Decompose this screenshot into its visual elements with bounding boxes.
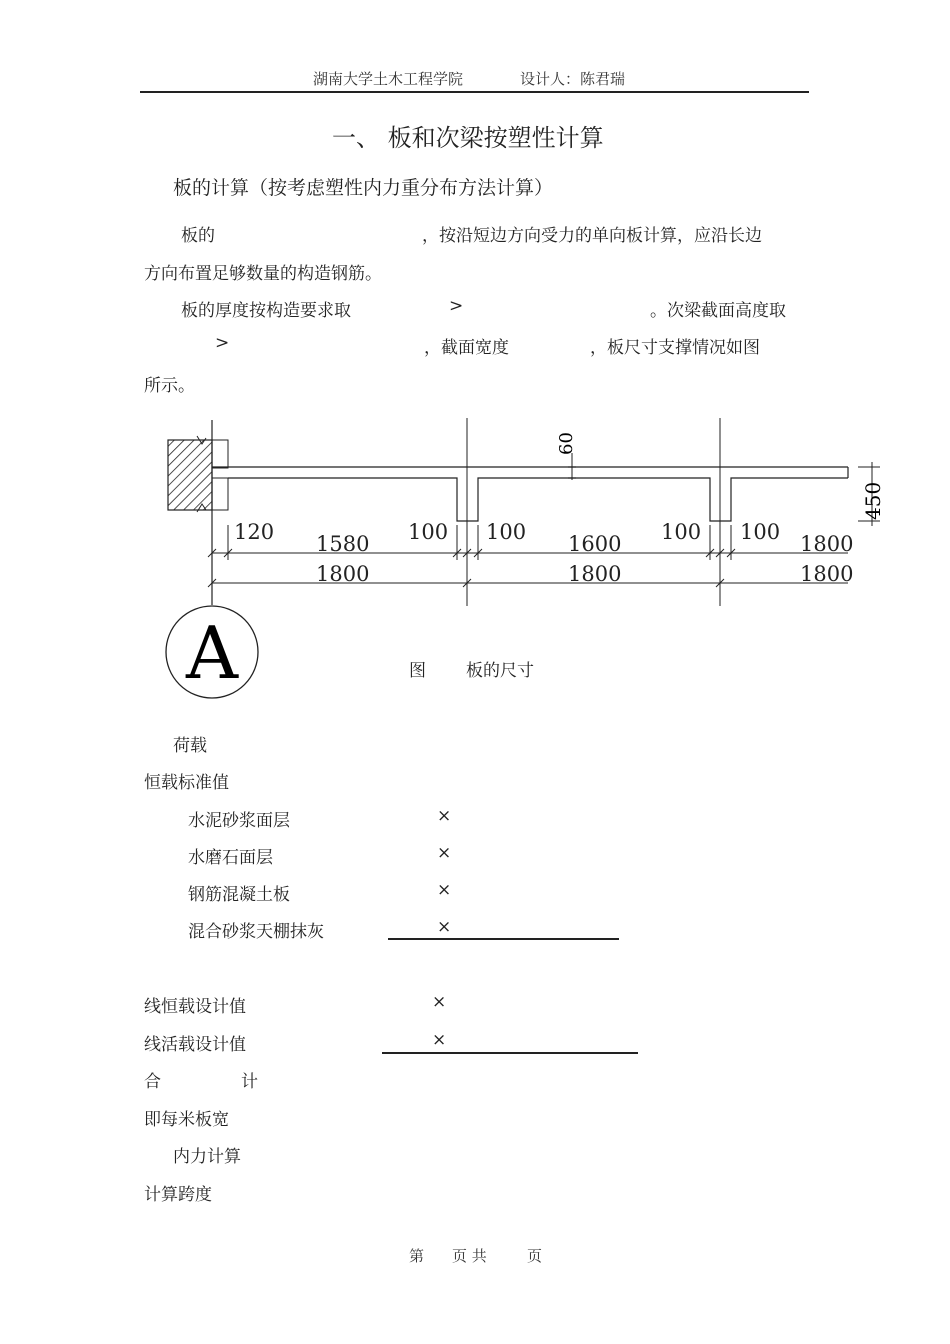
- dim-1600: 1600: [568, 532, 622, 556]
- beam-height-annotation: [858, 462, 885, 526]
- para3-end: 所示。: [144, 376, 195, 396]
- dim-1580: 1580: [316, 532, 370, 556]
- dim-100-a: 100: [408, 520, 449, 544]
- span-2: 1800: [568, 562, 622, 586]
- sum-underline-2: [382, 1052, 638, 1054]
- loads-heading: 荷载: [173, 736, 207, 756]
- para3-gt: >: [215, 333, 230, 353]
- dead-load-design-op: ×: [432, 992, 447, 1012]
- load-item-label: 钢筋混凝土板: [188, 885, 290, 905]
- span-1: 1800: [316, 562, 370, 586]
- total-label-a: 合: [144, 1072, 161, 1092]
- dim-100-b: 100: [486, 520, 527, 544]
- thickness-label: 60: [556, 432, 577, 455]
- axis-bubble: [166, 606, 258, 698]
- caption-figure: 图: [409, 661, 426, 681]
- para1-rest: ，按沿短边方向受力的单向板计算，应沿长边: [422, 226, 762, 246]
- per-meter-label: 即每米板宽: [144, 1110, 229, 1130]
- load-item-label: 水磨石面层: [188, 848, 273, 868]
- load-item-op: ×: [437, 843, 452, 863]
- slab-outline: [212, 467, 848, 521]
- total-label-b: 计: [241, 1072, 258, 1092]
- header-designer: 设计人：陈君瑞: [520, 70, 626, 88]
- wall-support: [168, 420, 228, 605]
- section-subtitle: 板的计算（按考虑塑性内力重分布方法计算）: [173, 177, 554, 199]
- thickness-annotation: [556, 432, 577, 480]
- sum-underline-1: [388, 938, 619, 940]
- span-3: 1800: [800, 562, 854, 586]
- load-item-op: ×: [437, 806, 452, 826]
- para2-gt: >: [449, 296, 464, 316]
- dimension-row-bottom: [208, 579, 848, 587]
- caption-text: 板的尺寸: [466, 661, 534, 681]
- axis-label: A: [186, 611, 238, 695]
- load-item-label: 混合砂浆天棚抹灰: [188, 922, 324, 942]
- para3-figure-ref: ，板尺寸支撑情况如图: [590, 338, 760, 358]
- dead-load-standard: 恒载标准值: [144, 773, 229, 793]
- load-item-op: ×: [437, 880, 452, 900]
- footer-page-c: 页: [527, 1247, 543, 1265]
- calc-span-label: 计算跨度: [144, 1185, 212, 1205]
- dim-120: 120: [234, 520, 275, 544]
- load-item-label: 水泥砂浆面层: [188, 811, 290, 831]
- footer-page-a: 第: [409, 1247, 425, 1265]
- para1-end: 方向布置足够数量的构造钢筋。: [144, 264, 382, 284]
- beam-height-label: 450: [861, 481, 885, 520]
- load-item-op: ×: [437, 917, 452, 937]
- dim-100-d: 100: [740, 520, 781, 544]
- dead-load-design: 线恒载设计值: [144, 997, 246, 1017]
- page-title: 一、 板和次梁按塑性计算: [332, 124, 604, 152]
- dim-100-c: 100: [661, 520, 702, 544]
- para2-rest: 。次梁截面高度取: [650, 301, 786, 321]
- live-load-design: 线活载设计值: [144, 1035, 246, 1055]
- para3-width: ，截面宽度: [424, 338, 509, 358]
- para2-start: 板的厚度按构造要求取: [181, 301, 351, 321]
- header-school: 湖南大学土木工程学院: [313, 70, 464, 88]
- para1-start: 板的: [181, 226, 215, 246]
- live-load-design-op: ×: [432, 1030, 447, 1050]
- internal-force-heading: 内力计算: [173, 1147, 241, 1167]
- dim-1800-top: 1800: [800, 532, 854, 556]
- footer-page-b: 页 共: [452, 1247, 487, 1265]
